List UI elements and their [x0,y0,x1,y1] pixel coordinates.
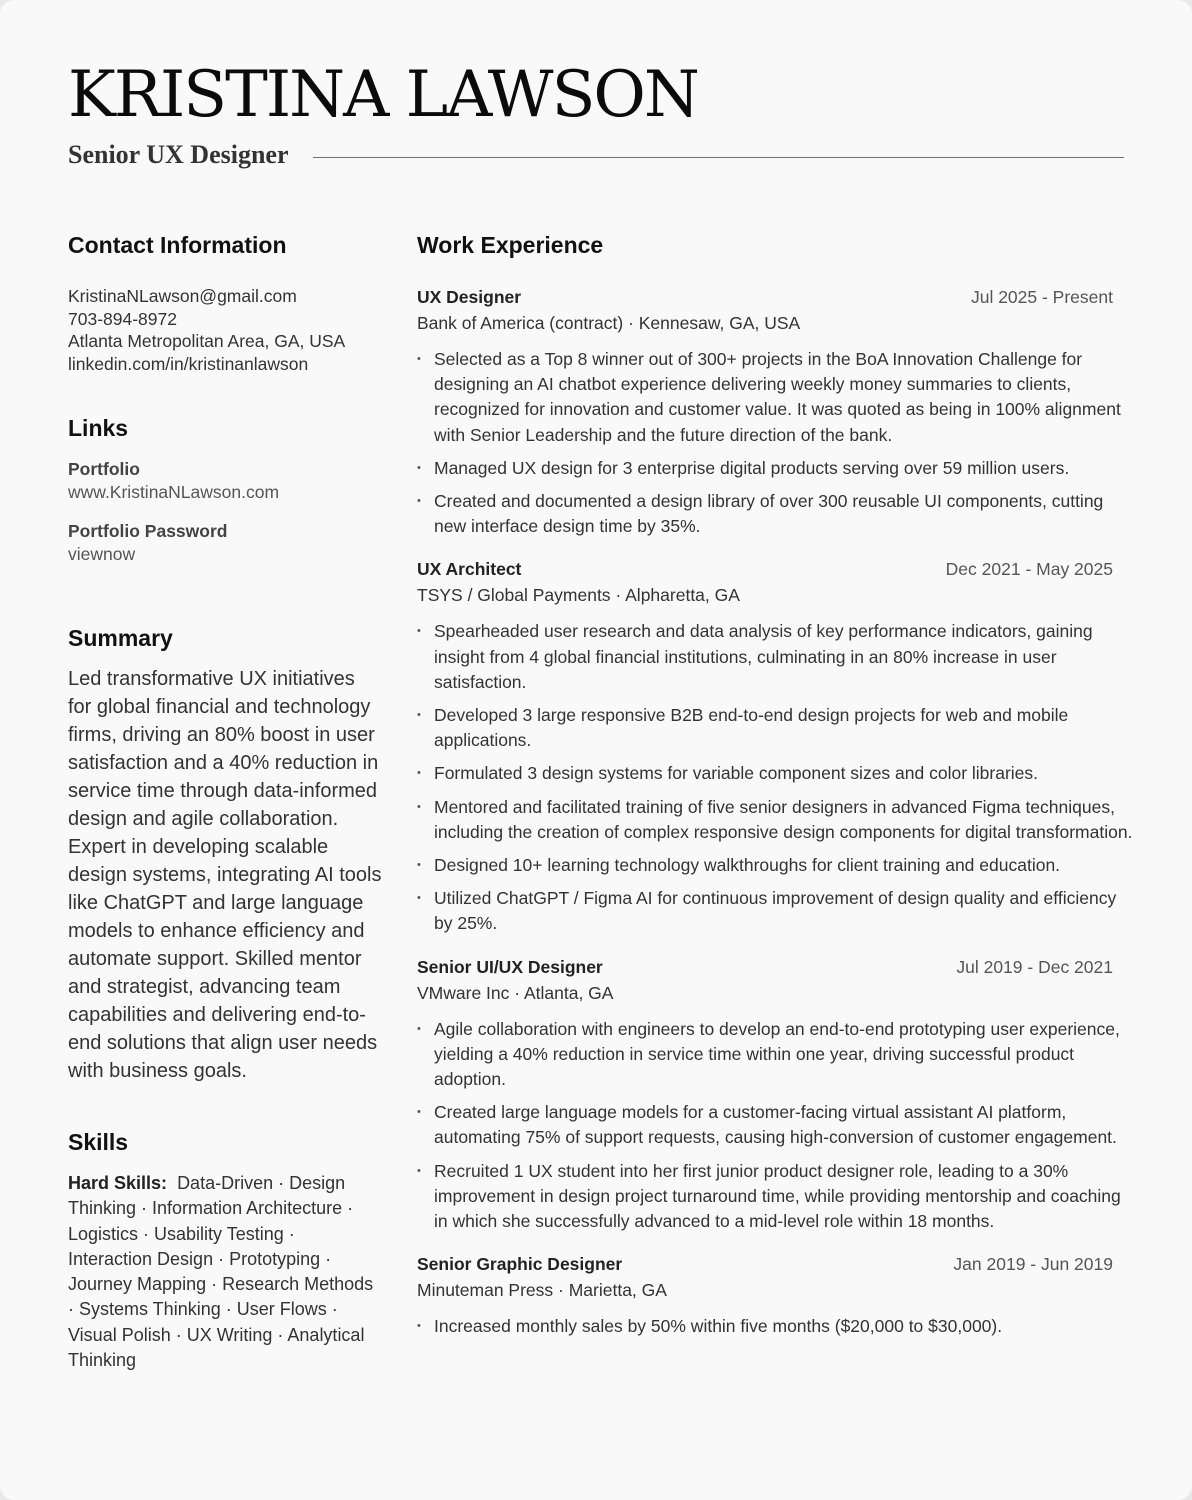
job-bullet: • Agile collaboration with engineers to develop an end-to-end prototyping user experience, yielding a 40% reduction in service time within one year, driving successful product adoption. [417,1017,1135,1093]
portfolio-link[interactable]: www.KristinaNLawson.com [68,482,280,502]
job-bullet: • Formulated 3 design systems for variable component sizes and color libraries. [417,761,1135,786]
job-bullet: • Mentored and facilitated training of five senior designers in advanced Figma techniques, including the creation of complex responsive design components for digital transformation. [417,795,1135,845]
job-title: Senior Graphic Designer [417,1254,623,1275]
job-bullet: • Created and documented a design library of over 300 reusable UI components, cutting new interface design time by 35%. [417,489,1135,539]
job-header [417,285,1113,309]
right-column [417,230,1135,1347]
job-bullet: • Managed UX design for 3 enterprise digital products serving over 59 million users. [417,456,1135,481]
job-bullet: • Utilized ChatGPT / Figma AI for continuous improvement of design quality and efficiency by 25%. [417,886,1135,936]
job-dates: Jul 2019 - Dec 2021 [956,956,1113,977]
contact-heading: Contact Information [68,232,287,258]
link-item-password [68,520,383,566]
hard-skills-label: Hard Skills: [68,1173,168,1193]
job-entry [417,285,1135,539]
skills-text [68,1171,383,1373]
work-list [417,285,1135,1339]
job-company: TSYS / Global Payments · Alpharetta, GA [417,585,740,606]
summary-heading: Summary [68,625,173,651]
job-dates: Jan 2019 - Jun 2019 [953,1254,1113,1275]
job-dates: Jul 2025 - Present [970,287,1113,307]
job-title: UX Designer [417,287,522,307]
link-label: Portfolio [68,459,140,479]
contact-phone[interactable]: 703-894-8972 [68,308,177,329]
link-label: Portfolio Password [68,521,228,541]
link-item-portfolio [68,458,383,504]
contact-linkedin[interactable]: linkedin.com/in/kristinanlawson [68,353,309,374]
job-bullet: • Increased monthly sales by 50% within five months ($20,000 to $30,000). [417,1314,1135,1339]
title-row [68,140,1124,170]
portfolio-password: viewnow [68,544,136,564]
job-bullets [417,619,1135,936]
job-bullet: • Created large language models for a customer-facing virtual assistant AI platform, automating 75% of support requests, causing high-conversion of customer engagement. [417,1100,1135,1150]
job-bullet: • Developed 3 large responsive B2B end-to-end design projects for web and mobile applications. [417,703,1135,753]
job-company: Bank of America (contract) · Kennesaw, GA, USA [417,313,801,333]
job-bullet: • Recruited 1 UX student into her first junior product designer role, leading to a 30% improvement in design project turnaround time, while providing mentorship and coaching in which she successfully advanced to a mid-level role within 18 months. [417,1159,1135,1235]
work-experience-heading: Work Experience [417,232,604,258]
hard-skills-list: Data-Driven · Design Thinking · Information Architecture · Logistics · Usability Testing · Interaction Design · Prototyping · Journey Mapping · Research Methods · Systems Thinking · User Flows · Visual Polish · UX Writing · Analytical Thinking [68,1173,374,1371]
left-column [68,230,383,1373]
job-title: Senior UI/UX Designer [417,956,603,977]
contact-email[interactable]: KristinaNLawson@gmail.com [68,286,297,306]
job-company: VMware Inc · Atlanta, GA [417,982,614,1003]
job-header [417,557,1113,581]
job-entry [417,955,1135,1235]
job-dates: Dec 2021 - May 2025 [945,559,1113,580]
job-bullets [417,347,1135,539]
job-bullets [417,1017,1135,1235]
job-company: Minuteman Press · Marietta, GA [417,1280,667,1301]
title-divider [313,157,1124,158]
links-heading: Links [68,415,129,441]
job-entry [417,557,1135,936]
job-title: UX Architect [417,559,522,580]
job-header [417,1252,1113,1276]
job-bullet: • Spearheaded user research and data analysis of key performance indicators, gaining insight from 4 global financial institutions, culminating in an 80% increase in user satisfaction. [417,619,1135,695]
skills-heading: Skills [68,1129,129,1155]
job-bullets [417,1314,1135,1339]
summary-text: Led transformative UX initiatives for global financial and technology firms, driving an 80% boost in user satisfaction and a 40% reduction in service time through data-informed design and agile collaboration. Expert in developing scalable design systems, integrating AI tools like ChatGPT and large language models to enhance efficiency and automate support. Skilled mentor and strategist, advancing team capabilities and delivering end-to-end solutions that align user needs with business goals. [68,668,382,1082]
contact-block [68,285,383,375]
job-bullet: • Selected as a Top 8 winner out of 300+ projects in the BoA Innovation Challenge for designing an AI chatbot experience delivering weekly money summaries to clients, recognized for innovation and customer value. It was quoted as being in 100% alignment with Senior Leadership and the future direction of the bank. [417,347,1135,448]
job-bullet: • Designed 10+ learning technology walkthroughs for client training and education. [417,853,1135,878]
contact-location: Atlanta Metropolitan Area, GA, USA [68,331,346,351]
candidate-name: KRISTINA LAWSON [68,58,698,132]
job-title-heading: Senior UX Designer [68,140,289,169]
job-header [417,955,1113,979]
job-entry [417,1252,1135,1339]
links-block [68,458,383,566]
